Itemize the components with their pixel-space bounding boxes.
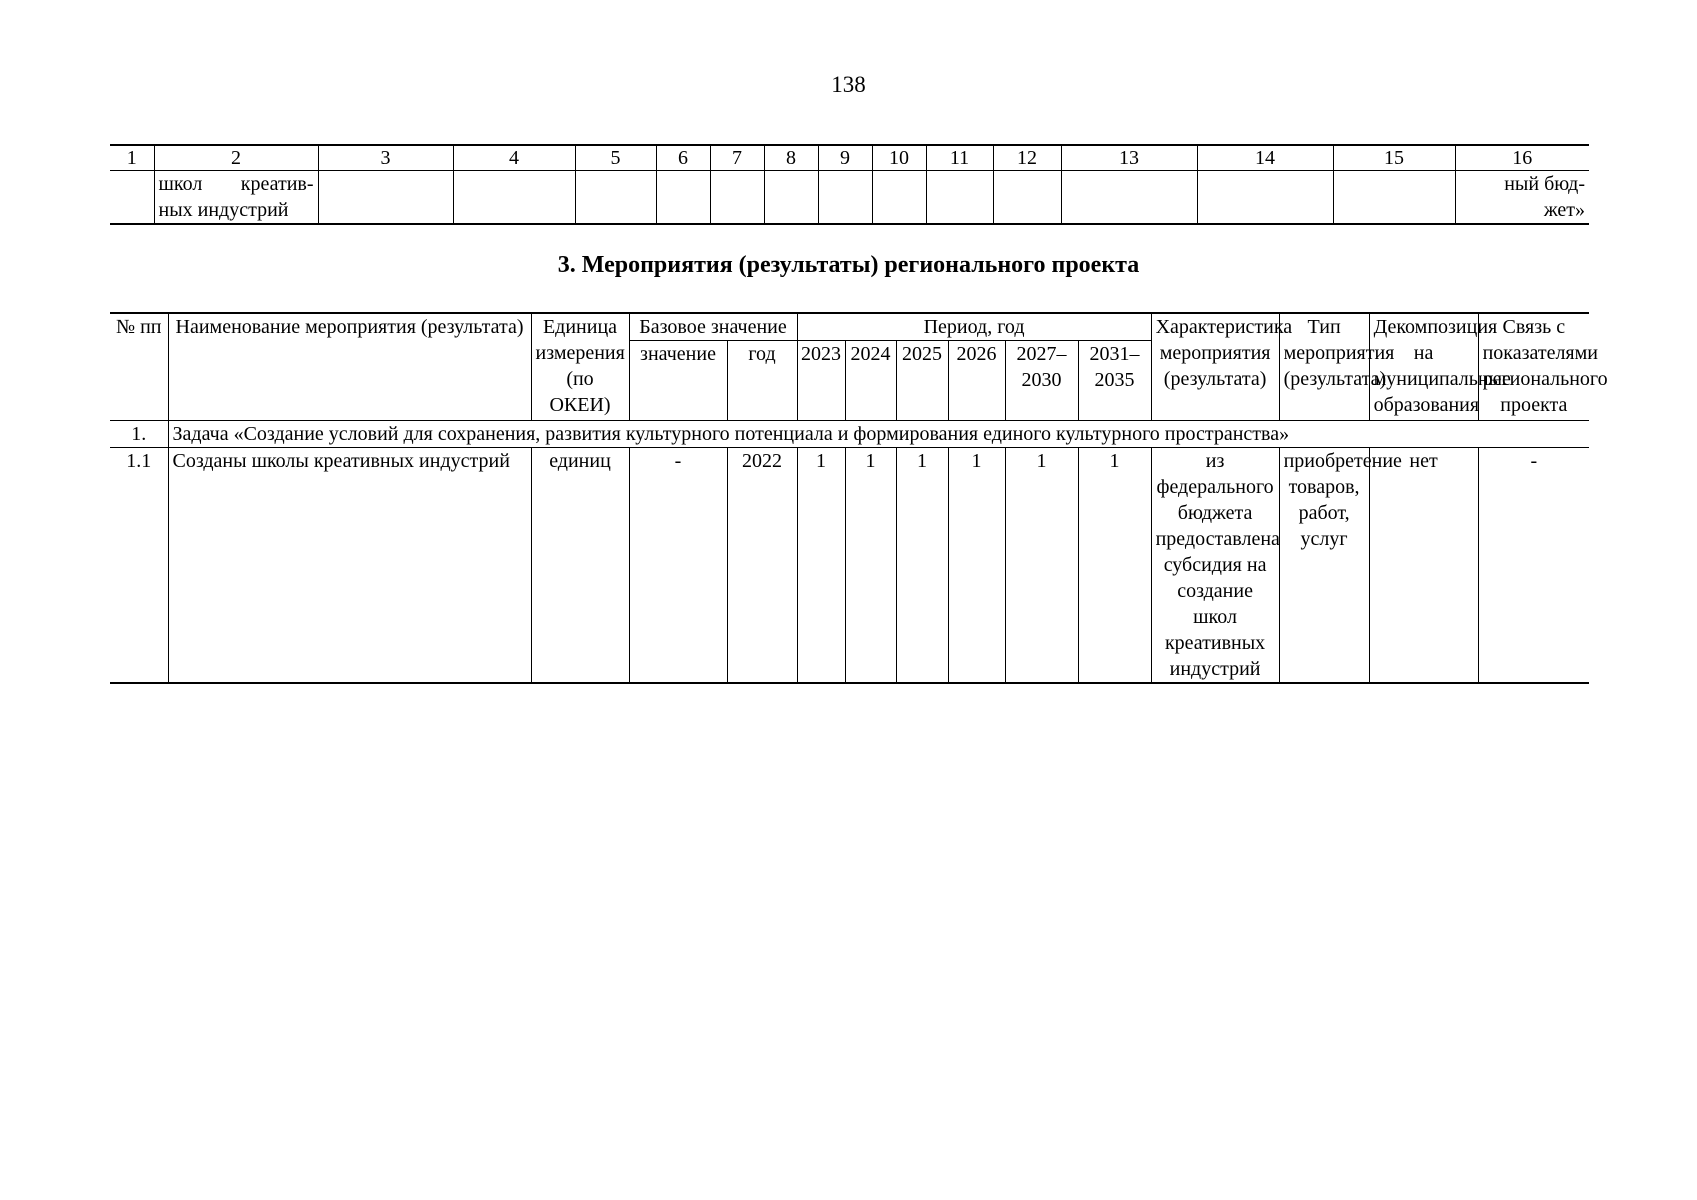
header-base: Базовое значение xyxy=(629,313,797,341)
header-row xyxy=(110,313,1589,341)
column-number: 10 xyxy=(872,145,926,171)
column-number: 2 xyxy=(154,145,318,171)
table-row xyxy=(110,171,1589,225)
column-number: 11 xyxy=(926,145,993,171)
row-decomposition: нет xyxy=(1369,448,1478,684)
row-link: - xyxy=(1478,448,1589,684)
header-period: Период, год xyxy=(797,313,1151,341)
row-unit: единиц xyxy=(531,448,629,684)
header-year-2025: 2025 xyxy=(896,341,948,421)
task-text: Задача «Создание условий для сохранения, развития культурного потенциала и формирования единого культурного пространства» xyxy=(168,421,1589,448)
column-number: 15 xyxy=(1333,145,1455,171)
row-num: 1.1 xyxy=(110,448,168,684)
header-year-2026: 2026 xyxy=(948,341,1005,421)
column-number: 5 xyxy=(575,145,656,171)
measures-table xyxy=(110,312,1608,684)
header-year-2023: 2023 xyxy=(797,341,845,421)
row-base-year: 2022 xyxy=(727,448,797,684)
header-base-year: год xyxy=(727,341,797,421)
header-type: Тип мероприятия (результата) xyxy=(1279,313,1369,421)
row-base-value: - xyxy=(629,448,727,684)
header-year-2027-2030: 2027–2030 xyxy=(1005,341,1078,421)
page-number: 138 xyxy=(831,72,866,97)
cell-text: школ креатив- xyxy=(158,173,314,195)
table-row xyxy=(110,448,1589,684)
task-num: 1. xyxy=(110,421,168,448)
column-number: 12 xyxy=(993,145,1061,171)
column-number: 9 xyxy=(818,145,872,171)
header-characteristic: Характеристика мероприятия (результата) xyxy=(1151,313,1279,421)
row-2025: 1 xyxy=(896,448,948,684)
row-2031-2035: 1 xyxy=(1078,448,1151,684)
task-row xyxy=(110,421,1589,448)
header-year-2031-2035: 2031–2035 xyxy=(1078,341,1151,421)
header-unit: Единица измерения (по ОКЕИ) xyxy=(531,313,629,421)
row-2023: 1 xyxy=(797,448,845,684)
column-number-row xyxy=(110,145,1589,171)
header-num: № пп xyxy=(110,313,168,421)
row-2027-2030: 1 xyxy=(1005,448,1078,684)
column-number: 6 xyxy=(656,145,710,171)
row-2024: 1 xyxy=(845,448,896,684)
column-number: 8 xyxy=(764,145,818,171)
column-number: 1 xyxy=(110,145,154,171)
column-number: 7 xyxy=(710,145,764,171)
header-name: Наименование мероприятия (результата) xyxy=(168,313,531,421)
column-number: 13 xyxy=(1061,145,1197,171)
header-base-value: значение xyxy=(629,341,727,421)
continuation-table xyxy=(110,144,1589,225)
row-type: приобретение товаров, работ, услуг xyxy=(1279,448,1369,684)
row-characteristic: из федерального бюджета предоставлена субсидия на создание школ креативных индустрий xyxy=(1151,448,1279,684)
cell-text: ных индустрий xyxy=(158,199,289,221)
cell-text: жет» xyxy=(1543,199,1585,221)
column-number: 16 xyxy=(1455,145,1589,171)
header-decomposition: Декомпозиция на муниципальные образования xyxy=(1369,313,1478,421)
row-2026: 1 xyxy=(948,448,1005,684)
row-name: Созданы школы креативных индустрий xyxy=(168,448,531,684)
column-number: 14 xyxy=(1197,145,1333,171)
cell-text: ный бюд- xyxy=(1504,173,1585,195)
section-title: 3. Мероприятия (результаты) регионального проекта xyxy=(557,252,1140,278)
column-number: 4 xyxy=(453,145,575,171)
column-number: 3 xyxy=(318,145,453,171)
header-link: Связь с показателями регионального проекта xyxy=(1478,313,1589,421)
header-year-2024: 2024 xyxy=(845,341,896,421)
